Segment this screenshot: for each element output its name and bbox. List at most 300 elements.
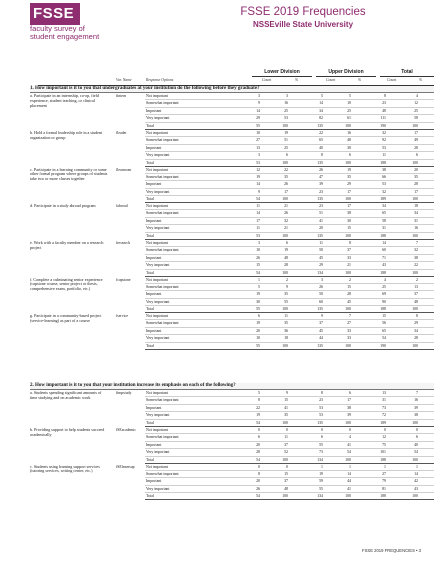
- count-cell: 28: [256, 450, 260, 455]
- response-option: Somewhat important: [146, 471, 179, 476]
- count-cell: 22: [319, 131, 323, 135]
- percent-cell: 1: [349, 464, 351, 469]
- count-cell: 53: [382, 182, 386, 187]
- percent-cell: 6: [349, 153, 351, 158]
- percent-cell: 58: [414, 116, 418, 121]
- table-row: [145, 233, 434, 240]
- count-cell: 51: [319, 211, 323, 216]
- percent-cell: 49: [414, 138, 418, 143]
- percent-cell: 25: [284, 108, 288, 113]
- percent-cell: 32: [284, 218, 288, 223]
- table-row: [145, 390, 434, 397]
- section-title-2: 2. How important is it to you that your institution increase its emphasis on each of the following?: [30, 383, 434, 390]
- percent-cell: 100: [345, 233, 351, 238]
- percent-cell: 34: [414, 328, 418, 333]
- table-row: [145, 240, 434, 247]
- variable-name: fabroad: [116, 204, 128, 208]
- count-cell: 72: [382, 413, 386, 418]
- count-cell: 30: [256, 299, 260, 304]
- response-option: Total: [146, 343, 154, 348]
- count-cell: 55: [319, 486, 323, 491]
- count-cell: 101: [380, 450, 386, 455]
- percent-cell: 53: [284, 116, 288, 121]
- percent-cell: 28: [347, 292, 351, 297]
- response-option: Very important: [146, 413, 170, 418]
- response-option: Important: [146, 405, 162, 410]
- variable-name: fleader: [116, 131, 127, 135]
- table-row: [145, 123, 434, 130]
- percent-cell: 40: [414, 442, 418, 447]
- response-option: Total: [146, 233, 154, 238]
- percent-cell: 39: [414, 405, 418, 410]
- count-cell: 55: [256, 307, 260, 312]
- count-cell: 56: [382, 321, 386, 326]
- count-cell: 1: [258, 277, 260, 282]
- response-option: Somewhat important: [146, 138, 179, 143]
- percent-cell: 11: [284, 435, 288, 440]
- count-cell: 23: [319, 204, 323, 208]
- percent-cell: 100: [412, 160, 418, 165]
- response-rows: [145, 167, 434, 204]
- count-cell: 59: [319, 479, 323, 484]
- percent-cell: 100: [282, 197, 288, 202]
- count-cell: 135: [317, 197, 323, 202]
- percent-cell: 38: [414, 255, 418, 260]
- percent-cell: 16: [347, 131, 351, 135]
- count-cell: 40: [319, 145, 323, 150]
- count-cell: 6: [258, 314, 260, 318]
- percent-cell: 37: [284, 442, 288, 447]
- percent-cell: 100: [412, 123, 418, 128]
- table-row: [145, 115, 434, 122]
- count-cell: 54: [256, 457, 260, 462]
- response-option: Very important: [146, 486, 170, 491]
- count-cell: 0: [258, 428, 260, 432]
- percent-cell: 2: [286, 277, 288, 282]
- table-row: [145, 181, 434, 188]
- count-cell: 55: [256, 343, 260, 348]
- logo-mark: FSSE: [30, 3, 80, 25]
- percent-cell: 38: [347, 405, 351, 410]
- percent-cell: 38: [414, 413, 418, 418]
- table-row: [145, 449, 434, 456]
- count-cell: 14: [382, 241, 386, 245]
- response-option: Total: [146, 457, 154, 462]
- percent-cell: 41: [347, 442, 351, 447]
- count-cell: 13: [382, 391, 386, 395]
- count-cell: 134: [317, 494, 323, 499]
- count-cell: 50: [319, 292, 323, 297]
- count-cell: 12: [256, 167, 260, 172]
- count-cell: 39: [319, 182, 323, 187]
- response-option: Important: [146, 145, 162, 150]
- table-row: [145, 225, 434, 232]
- percent-cell: 100: [345, 494, 351, 499]
- percent-cell: 14: [347, 471, 351, 476]
- count-cell: 8: [321, 391, 323, 395]
- response-option: Important: [146, 328, 162, 333]
- response-option: Important: [146, 442, 162, 447]
- count-cell: 15: [382, 314, 386, 318]
- percent-cell: 5: [349, 94, 351, 98]
- percent-cell: 0: [416, 428, 418, 432]
- response-option: Total: [146, 270, 154, 275]
- count-cell: 55: [256, 123, 260, 128]
- table-row: [145, 471, 434, 478]
- count-cell: 3: [258, 153, 260, 158]
- response-rows: [145, 240, 434, 277]
- table-row: [145, 434, 434, 441]
- count-cell: 53: [256, 160, 260, 165]
- question-text: a. Participate in an internship, co-op, field experience, student teaching, or clinical placement: [30, 93, 99, 108]
- percent-cell: 29: [347, 182, 351, 187]
- percent-cell: 2: [349, 277, 351, 282]
- percent-cell: 41: [347, 486, 351, 491]
- count-cell: 14: [256, 211, 260, 216]
- response-option: Not important: [146, 428, 168, 432]
- percent-cell: 39: [347, 413, 351, 418]
- percent-cell: 38: [347, 211, 351, 216]
- count-cell: 44: [319, 336, 323, 341]
- percent-cell: 100: [282, 123, 288, 128]
- percent-cell: 35: [414, 174, 418, 179]
- response-rows: [145, 427, 434, 464]
- percent-cell: 20: [414, 167, 418, 172]
- percent-cell: 15: [284, 398, 288, 403]
- table-row: [145, 255, 434, 262]
- response-option: Very important: [146, 450, 170, 455]
- table-row: [145, 320, 434, 327]
- count-cell: 8: [384, 94, 386, 98]
- percent-cell: 7: [349, 314, 351, 318]
- col-header-response: Response Options: [146, 78, 174, 82]
- count-cell: 79: [382, 479, 386, 484]
- count-cell: 13: [256, 145, 260, 150]
- count-cell: 10: [256, 248, 260, 253]
- response-option: Important: [146, 292, 162, 297]
- table-row: [145, 152, 434, 159]
- percent-cell: 48: [347, 138, 351, 143]
- percent-cell: 48: [284, 255, 288, 260]
- count-cell: 188: [380, 160, 386, 165]
- response-option: Somewhat important: [146, 211, 179, 216]
- response-option: Somewhat important: [146, 101, 179, 106]
- count-cell: 3: [321, 277, 323, 282]
- percent-cell: 15: [284, 471, 288, 476]
- count-cell: 47: [319, 174, 323, 179]
- count-cell: 26: [256, 255, 260, 260]
- percent-cell: 12: [414, 101, 418, 106]
- count-cell: 9: [258, 189, 260, 194]
- percent-cell: 25: [414, 108, 418, 113]
- response-option: Not important: [146, 464, 168, 469]
- count-cell: 32: [382, 189, 386, 194]
- count-cell: 54: [382, 336, 386, 341]
- table-row: [145, 291, 434, 298]
- percent-cell: 18: [414, 204, 418, 208]
- table-row: [145, 130, 434, 137]
- table-row: [145, 412, 434, 419]
- percent-cell: 100: [412, 270, 418, 275]
- variable-name: fservice: [116, 314, 129, 318]
- report-header: [193, 5, 413, 30]
- count-cell: 32: [382, 131, 386, 135]
- count-cell: 19: [256, 321, 260, 326]
- variable-name: flearncom: [116, 167, 132, 172]
- count-cell: 20: [319, 226, 323, 231]
- table-row: [145, 262, 434, 269]
- percent-cell: 28: [414, 182, 418, 187]
- count-cell: 25: [382, 284, 386, 289]
- count-cell: 43: [382, 263, 386, 268]
- count-cell: 26: [256, 486, 260, 491]
- percent-cell: 100: [345, 160, 351, 165]
- group-header-lower: Lower Division: [252, 69, 312, 77]
- count-cell: 190: [380, 343, 386, 348]
- table-row: [145, 313, 434, 320]
- count-cell: 190: [380, 123, 386, 128]
- col-header-pct: %: [419, 78, 423, 82]
- percent-cell: 7: [416, 241, 418, 245]
- question-text: e. Work with a faculty member on a research project: [30, 240, 104, 250]
- count-cell: 54: [256, 420, 260, 425]
- count-cell: 6: [258, 435, 260, 440]
- percent-cell: 0: [286, 464, 288, 469]
- variable-name: fimpstudy: [116, 391, 132, 395]
- percent-cell: 25: [347, 108, 351, 113]
- percent-cell: 55: [284, 299, 288, 304]
- variable-name: fSEacademic: [116, 428, 137, 432]
- count-cell: 9: [321, 314, 323, 318]
- response-option: Total: [146, 123, 154, 128]
- percent-cell: 6: [286, 153, 288, 158]
- count-cell: 71: [382, 255, 386, 260]
- percent-cell: 1: [416, 464, 418, 469]
- count-cell: 14: [256, 182, 260, 187]
- count-cell: 8: [321, 153, 323, 158]
- table-row: [145, 203, 434, 210]
- logo-line-2: student engagement: [30, 32, 100, 41]
- percent-cell: 100: [282, 457, 288, 462]
- percent-cell: 16: [414, 398, 418, 403]
- response-option: Somewhat important: [146, 398, 179, 403]
- table-row: [145, 247, 434, 254]
- count-cell: 50: [319, 248, 323, 253]
- col-header-count: Count: [387, 78, 397, 82]
- count-cell: 188: [380, 457, 386, 462]
- percent-cell: 100: [282, 160, 288, 165]
- percent-cell: 37: [347, 248, 351, 253]
- response-option: Important: [146, 182, 162, 187]
- percent-cell: 3: [286, 94, 288, 98]
- table-row: [145, 420, 434, 427]
- percent-cell: 33: [347, 255, 351, 260]
- percent-cell: 8: [349, 241, 351, 245]
- table-row: [145, 442, 434, 449]
- table-row: [145, 478, 434, 485]
- percent-cell: 28: [284, 263, 288, 268]
- count-cell: 54: [256, 197, 260, 202]
- percent-cell: 34: [414, 211, 418, 216]
- group-headers: [0, 69, 439, 77]
- table-row: [145, 93, 434, 100]
- percent-cell: 100: [412, 494, 418, 499]
- response-option: Important: [146, 218, 162, 223]
- percent-cell: 29: [414, 321, 418, 326]
- response-option: Not important: [146, 277, 168, 282]
- percent-cell: 35: [284, 292, 288, 297]
- percent-cell: 44: [347, 479, 351, 484]
- percent-cell: 27: [347, 321, 351, 326]
- table-row: [145, 405, 434, 412]
- count-cell: 11: [319, 241, 323, 245]
- section-title-1: 1. How important is it to you that undergraduates at your institution do the following before they graduate?: [30, 86, 434, 93]
- percent-cell: 100: [345, 420, 351, 425]
- response-rows: [145, 93, 434, 130]
- percent-cell: 37: [284, 479, 288, 484]
- count-cell: 29: [256, 116, 260, 121]
- count-cell: 82: [319, 116, 323, 121]
- percent-cell: 15: [347, 226, 351, 231]
- count-cell: 5: [258, 391, 260, 395]
- percent-cell: 100: [345, 343, 351, 348]
- count-cell: 8: [258, 398, 260, 403]
- question-text: b. Providing support to help students succeed academically: [30, 427, 105, 437]
- table-row: [145, 100, 434, 107]
- count-cell: 75: [382, 442, 386, 447]
- count-cell: 4: [384, 277, 386, 282]
- response-rows: [145, 390, 434, 427]
- percent-cell: 21: [284, 204, 288, 208]
- question-text: b. Hold a formal leadership role in a student organization or group: [30, 130, 103, 140]
- percent-cell: 48: [284, 486, 288, 491]
- percent-cell: 16: [414, 226, 418, 231]
- count-cell: 0: [321, 428, 323, 432]
- question-text: c. Students using learning support services (tutoring services, writing center, etc.): [30, 463, 100, 474]
- count-cell: 23: [319, 189, 323, 194]
- percent-cell: 33: [347, 328, 351, 333]
- percent-cell: 9: [286, 391, 288, 395]
- count-cell: 135: [317, 307, 323, 312]
- response-rows: [145, 203, 434, 240]
- count-cell: 5: [321, 94, 323, 98]
- count-cell: 90: [382, 299, 386, 304]
- percent-cell: 100: [412, 457, 418, 462]
- response-option: Total: [146, 307, 154, 312]
- count-cell: 45: [319, 328, 323, 333]
- count-cell: 45: [319, 255, 323, 260]
- percent-cell: 28: [414, 336, 418, 341]
- percent-cell: 100: [282, 343, 288, 348]
- count-cell: 26: [319, 167, 323, 172]
- percent-cell: 100: [345, 457, 351, 462]
- count-cell: 31: [382, 398, 386, 403]
- response-option: Very important: [146, 299, 170, 304]
- count-cell: 73: [382, 405, 386, 410]
- percent-cell: 100: [282, 420, 288, 425]
- count-cell: 48: [382, 108, 386, 113]
- response-rows: [145, 130, 434, 167]
- percent-cell: 36: [284, 328, 288, 333]
- response-option: Total: [146, 197, 154, 202]
- percent-cell: 6: [416, 435, 418, 440]
- response-option: Total: [146, 494, 154, 499]
- percent-cell: 41: [284, 405, 288, 410]
- count-cell: 1: [384, 464, 386, 469]
- percent-cell: 42: [414, 479, 418, 484]
- response-option: Very important: [146, 189, 170, 194]
- count-cell: 55: [319, 442, 323, 447]
- count-cell: 14: [319, 101, 323, 106]
- count-cell: 23: [319, 398, 323, 403]
- percent-cell: 61: [347, 116, 351, 121]
- count-cell: 53: [319, 405, 323, 410]
- percent-cell: 16: [284, 101, 288, 106]
- count-cell: 11: [382, 153, 386, 158]
- percent-cell: 19: [284, 248, 288, 253]
- percent-cell: 35: [284, 174, 288, 179]
- count-cell: 188: [380, 233, 386, 238]
- count-cell: 60: [382, 248, 386, 253]
- percent-cell: 6: [286, 241, 288, 245]
- col-header-count: Count: [262, 78, 272, 82]
- percent-cell: 10: [347, 101, 351, 106]
- percent-cell: 6: [349, 391, 351, 395]
- count-cell: 15: [256, 263, 260, 268]
- response-option: Very important: [146, 153, 170, 158]
- count-cell: 8: [258, 471, 260, 476]
- percent-cell: 30: [347, 218, 351, 223]
- count-cell: 20: [256, 442, 260, 447]
- count-cell: 135: [317, 420, 323, 425]
- table-row: [145, 493, 434, 500]
- percent-cell: 7: [416, 391, 418, 395]
- percent-cell: 28: [414, 145, 418, 150]
- percent-cell: 100: [412, 343, 418, 348]
- count-cell: 54: [256, 270, 260, 275]
- response-rows: [145, 313, 434, 350]
- count-cell: 0: [258, 464, 260, 469]
- percent-cell: 0: [349, 428, 351, 432]
- percent-cell: 100: [345, 307, 351, 312]
- percent-cell: 17: [414, 131, 418, 135]
- count-cell: 27: [256, 138, 260, 143]
- percent-cell: 100: [345, 123, 351, 128]
- percent-cell: 100: [412, 420, 418, 425]
- count-cell: 20: [256, 328, 260, 333]
- percent-cell: 100: [282, 494, 288, 499]
- variable-name: fintern: [116, 94, 127, 98]
- percent-cell: 35: [347, 174, 351, 179]
- count-cell: 188: [380, 494, 386, 499]
- response-option: Somewhat important: [146, 248, 179, 253]
- variable-name: fcapstone: [116, 277, 131, 282]
- count-cell: 1: [321, 464, 323, 469]
- count-cell: 27: [382, 471, 386, 476]
- response-option: Important: [146, 255, 162, 260]
- count-cell: 0: [384, 428, 386, 432]
- table-row: [145, 108, 434, 115]
- count-cell: 134: [317, 457, 323, 462]
- count-cell: 3: [258, 241, 260, 245]
- response-option: Somewhat important: [146, 435, 179, 440]
- percent-cell: 21: [284, 226, 288, 231]
- percent-cell: 51: [284, 138, 288, 143]
- percent-cell: 100: [282, 307, 288, 312]
- table-row: [145, 277, 434, 284]
- count-cell: 17: [256, 218, 260, 223]
- percent-cell: 4: [349, 435, 351, 440]
